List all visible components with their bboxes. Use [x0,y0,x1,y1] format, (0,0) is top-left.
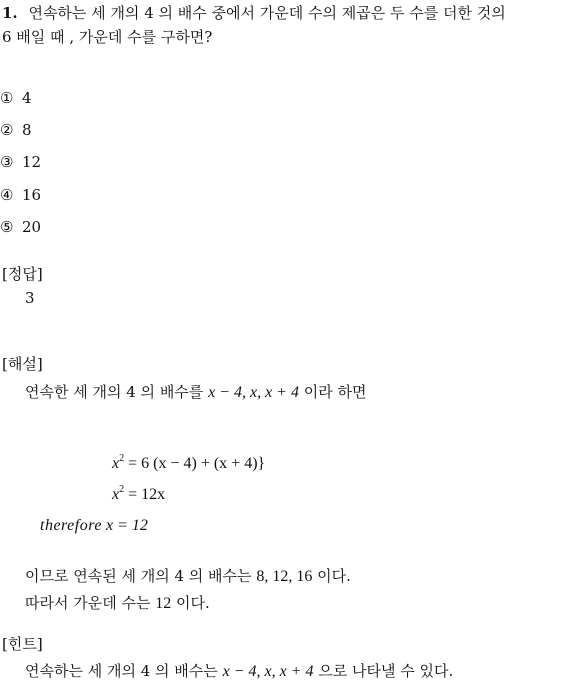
conclusion-2-math: 12 [155,595,172,612]
option-4[interactable] [0,186,41,204]
option-2[interactable] [0,121,32,139]
equation-3-rhs: x = 12 [105,517,148,534]
question-line-1 [2,2,506,23]
explanation-intro-pre: 연속한 세 개의 4 의 배수를 [25,383,204,401]
equation-1-exp: 2 [119,453,125,464]
option-value-2: 8 [22,121,32,139]
option-mark-2: ② [0,121,14,139]
option-3[interactable] [0,153,41,171]
hint-text-math: x − 4, x, x + 4 [222,663,314,680]
explanation-intro [25,381,367,402]
question-number: 1. [2,4,18,22]
hint-text-pre: 연속하는 세 개의 4 의 배수는 [25,662,218,680]
equation-2-base: x [112,486,120,503]
equation-2-exp: 2 [119,484,125,495]
option-value-4: 16 [22,186,42,204]
conclusion-2-pre: 따라서 가운데 수는 [25,594,151,612]
conclusion-1-math: 8, 12, 16 [256,568,313,585]
option-mark-4: ④ [0,186,14,204]
explanation-conclusion-1 [25,565,351,586]
option-5[interactable] [0,218,41,236]
option-value-3: 12 [22,153,42,171]
explanation-label: [해설] [2,355,43,373]
option-mark-5: ⑤ [0,218,14,236]
conclusion-1-pre: 이므로 연속된 세 개의 4 의 배수는 [25,567,252,585]
answer-value: 3 [25,289,35,307]
equation-1-base: x [112,455,120,472]
option-value-1: 4 [22,89,32,107]
explanation-conclusion-2 [25,592,210,613]
option-value-5: 20 [22,218,42,236]
hint-text [25,660,453,681]
answer-label: [정답] [2,265,43,283]
conclusion-2-post: 이다. [176,594,210,612]
equation-2-rhs: = 12x [128,486,166,503]
question-text-1: 연속하는 세 개의 4 의 배수 중에서 가운데 수의 제곱은 두 수를 더한 것의 [28,4,506,22]
equation-2 [112,486,165,504]
explanation-intro-math: x − 4, x, x + 4 [208,384,299,401]
conclusion-1-post: 이다. [317,567,351,585]
equation-3-lhs: therefore [40,517,102,534]
question-text-2: 6 배일 때 , 가운데 수를 구하면? [2,28,213,46]
option-1[interactable] [0,89,32,107]
option-mark-3: ③ [0,153,14,171]
equation-1-rhs: = 6 (x − 4) + (x + 4)} [128,455,266,472]
equation-1 [112,455,265,473]
explanation-intro-post: 이라 하면 [303,383,367,401]
hint-text-post: 으로 나타낼 수 있다. [318,662,454,680]
option-mark-1: ① [0,89,14,107]
hint-label: [힌트] [2,635,43,653]
equation-3 [40,517,148,535]
